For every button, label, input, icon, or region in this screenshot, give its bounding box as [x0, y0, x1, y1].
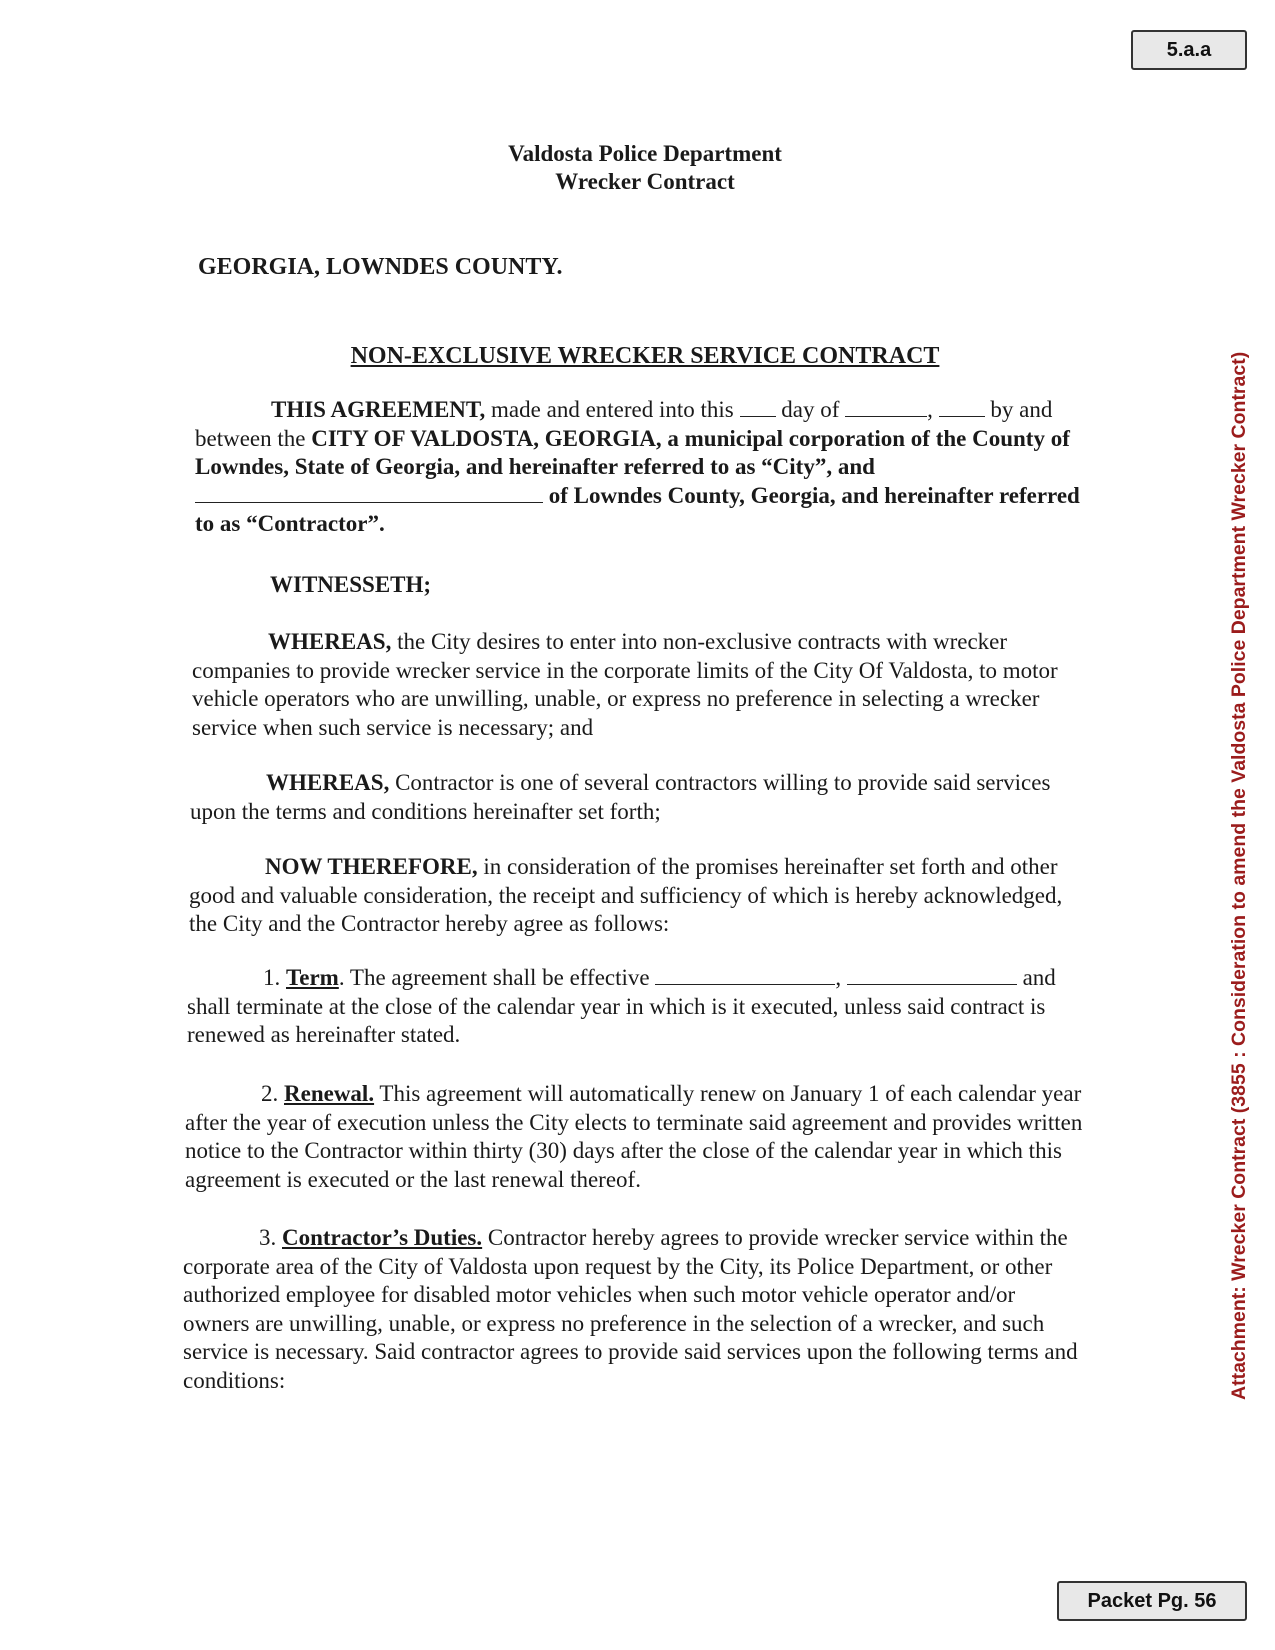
whereas-1-text: the City desires to enter into non-exclusive contracts with wrecker companies to provide wrecker service in the corporate limits of the City Of Valdosta, to motor vehicle operators who are unwilling, unable, or express no preference in selecting a wrecker service when such service is necessary; and	[192, 629, 1058, 740]
effective-year-blank	[847, 966, 1017, 985]
year-blank	[939, 398, 985, 417]
agreement-paragraph	[195, 396, 1095, 539]
section-3-text: Contractor hereby agrees to provide wrecker service within the corporate area of the City of Valdosta upon request by the City, its Police Department, or other authorized employee for disabled motor vehicles when such motor vehicle operator and/or owners are unwilling, unable, or express no preference in the selection of a wrecker, and such service is necessary. Said contractor agrees to provide said services upon the following terms and conditions:	[183, 1225, 1078, 1393]
section-renewal	[185, 1080, 1085, 1194]
city-party-text: CITY OF VALDOSTA, GEORGIA, a municipal corporation of the County of Lowndes, State of Georgia, and hereinafter referred to as “City”, and	[195, 425, 1070, 479]
county-heading: GEORGIA, LOWNDES COUNTY.	[198, 254, 563, 280]
section-contractor-duties	[183, 1224, 1083, 1395]
section-1-separator: ,	[835, 965, 847, 990]
section-3-number: 3.	[259, 1225, 282, 1250]
witnesseth-heading: WITNESSETH;	[270, 572, 432, 597]
agreement-text-2: day of	[775, 397, 846, 422]
effective-date-blank	[655, 966, 835, 985]
section-1-text-1: . The agreement shall be effective	[338, 965, 656, 990]
whereas-paragraph-1	[192, 628, 1092, 742]
whereas-2-lead: WHEREAS,	[266, 770, 390, 795]
document-subtitle: Wrecker Contract	[555, 169, 735, 194]
section-1-number: 1.	[263, 965, 286, 990]
page-label-badge: 5.a.a	[1131, 30, 1247, 70]
agreement-text-4: by and between the	[195, 397, 1053, 451]
now-therefore-text: in consideration of the promises hereinafter set forth and other good and valuable consideration, the receipt and sufficiency of which is hereby acknowledged, the City and the Contractor hereby agree as follows:	[189, 854, 1063, 936]
day-blank	[740, 398, 776, 417]
whereas-paragraph-2	[190, 769, 1090, 826]
now-therefore-paragraph	[189, 853, 1089, 939]
section-term	[187, 964, 1087, 1050]
attachment-side-note: Attachment: Wrecker Contract (3855 : Consideration to amend the Valdosta Police Department Wrecker Contract)	[1228, 351, 1250, 1400]
section-3-heading: Contractor’s Duties.	[282, 1225, 483, 1250]
packet-page-badge: Packet Pg. 56	[1057, 1581, 1247, 1621]
section-1-heading: Term	[286, 965, 339, 990]
department-title: Valdosta Police Department	[508, 141, 782, 166]
agreement-lead: THIS AGREEMENT,	[271, 397, 486, 422]
now-therefore-lead: NOW THEREFORE,	[265, 854, 478, 879]
contractor-party-text: of Lowndes County, Georgia, and hereinafter referred to as “Contractor”.	[195, 482, 1080, 536]
contract-title: NON-EXCLUSIVE WRECKER SERVICE CONTRACT	[350, 343, 940, 369]
contractor-name-blank	[195, 484, 543, 503]
whereas-2-text: Contractor is one of several contractors willing to provide said services upon the terms and conditions hereinafter set forth;	[190, 770, 1051, 824]
month-blank	[845, 398, 927, 417]
agreement-text-3: ,	[927, 397, 939, 422]
whereas-1-lead: WHEREAS,	[268, 629, 392, 654]
section-1-text-2: and shall terminate at the close of the calendar year in which is it executed, unless said contract is renewed as hereinafter stated.	[187, 965, 1056, 1047]
section-2-text: This agreement will automatically renew on January 1 of each calendar year after the year of execution unless the City elects to terminate said agreement and provides written notice to the Contractor within thirty (30) days after the close of the calendar year in which this agreement is executed or the last renewal thereof.	[185, 1081, 1083, 1192]
section-2-heading: Renewal.	[284, 1081, 375, 1106]
agreement-text-1: made and entered into this	[485, 397, 740, 422]
section-2-number: 2.	[261, 1081, 284, 1106]
